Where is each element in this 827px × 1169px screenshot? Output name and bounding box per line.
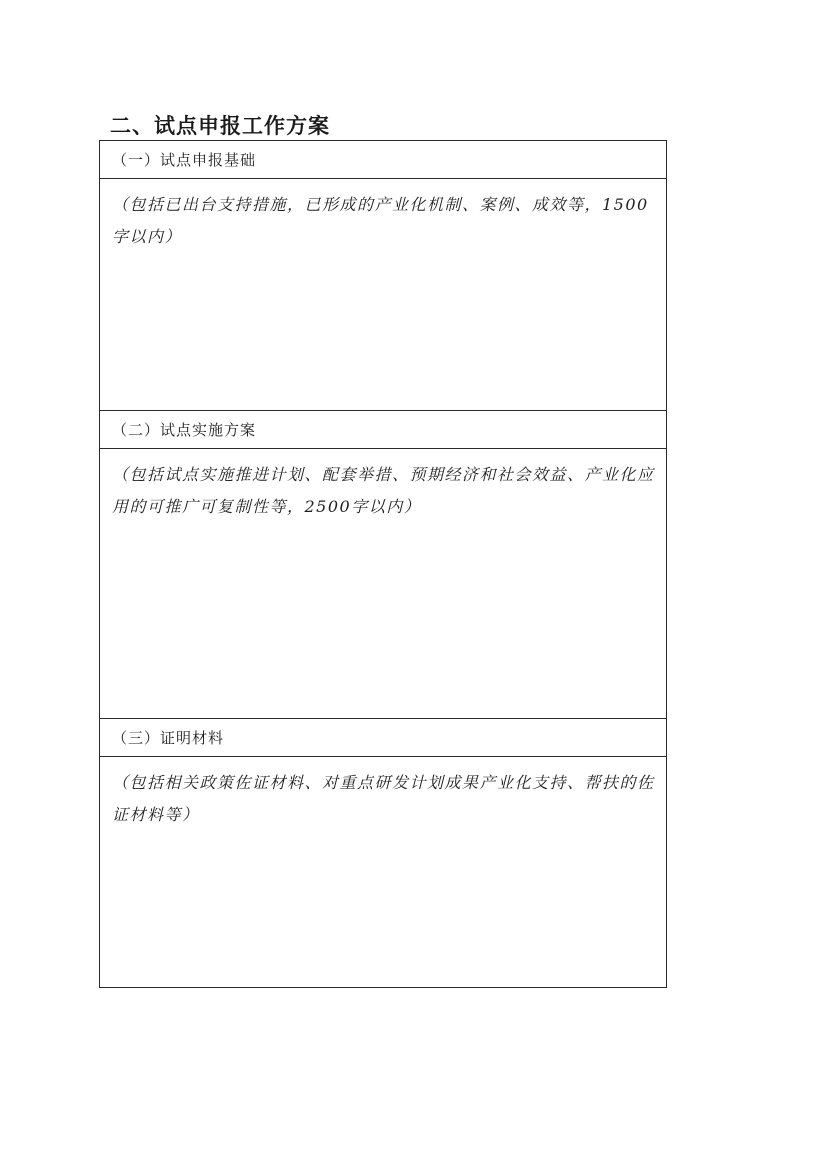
section-body-basis[interactable] [100, 179, 666, 411]
page-title: 二、试点申报工作方案 [110, 114, 330, 138]
section-body-evidence[interactable] [100, 757, 666, 987]
section-note-basis: （包括已出台支持措施，已形成的产业化机制、案例、成效等，1500字以内） [112, 195, 649, 246]
section-note-evidence: （包括相关政策佐证材料、对重点研发计划成果产业化支持、帮扶的佐证材料等） [112, 773, 655, 824]
section-header-basis: （一）试点申报基础 [100, 141, 666, 179]
form-table [99, 140, 667, 988]
section-body-plan[interactable] [100, 449, 666, 719]
section-note-plan: （包括试点实施推进计划、配套举措、预期经济和社会效益、产业化应用的可推广可复制性等，2500字以内） [112, 465, 655, 516]
section-header-evidence: （三）证明材料 [100, 719, 666, 757]
section-header-plan: （二）试点实施方案 [100, 411, 666, 449]
